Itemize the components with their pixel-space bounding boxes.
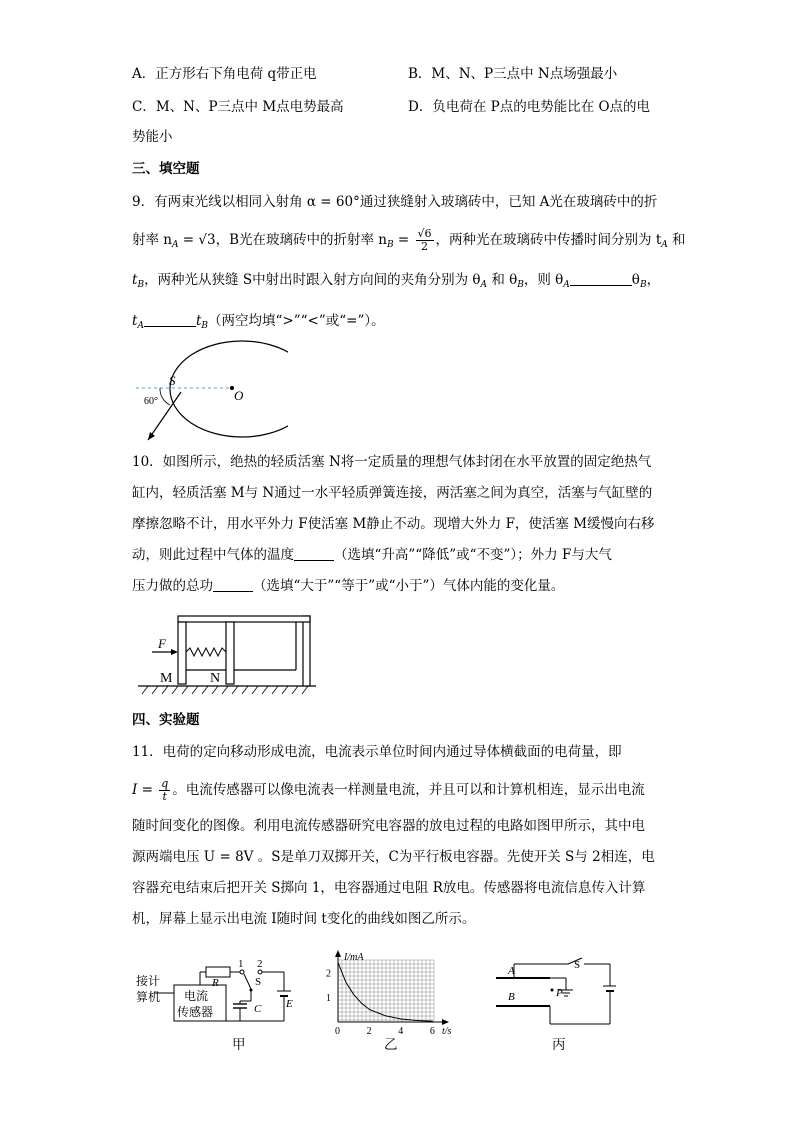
option-b: B．M、N、P三点中 N点场强最小 <box>408 66 618 82</box>
piston-m <box>178 622 186 684</box>
answer-blank-work[interactable] <box>213 577 253 592</box>
fraction-sqrt6-over-2: $\frac{√6}{2}$ <box>417 227 432 253</box>
label-r: R <box>212 977 219 989</box>
q9-line3: $t_B$，两种光从狭缝 S中射出时跟入射方向间的夹角分别为 $\theta_A$ 和 $\theta_B$，则 $\theta_A$ $\theta_B$， <box>132 272 661 290</box>
q9-figure <box>136 340 288 442</box>
answer-blank-temperature[interactable] <box>294 546 334 561</box>
label-computer-2: 算机 <box>136 990 161 1004</box>
y-axis-label: I/mA <box>344 952 364 963</box>
x-tick-label: 2 <box>366 1026 372 1037</box>
glass-circle <box>170 341 288 437</box>
q10-line4: 动，则此过程中气体的温度 （选填“升高”“降低”或“不变”）；外力 F与大气 <box>132 547 612 563</box>
q9-line1: 9．有两束光线以相同入射角 α = 60°通过狭缝射入玻璃砖中，已知 A光在玻璃砖中的折 <box>132 194 658 210</box>
x-axis-label: t/s <box>442 1026 452 1037</box>
label-n: N <box>210 671 221 686</box>
switch-s <box>244 974 251 989</box>
q11-line1: 11．电荷的定向移动形成电流，电流表示单位时间内通过导体横截面的电荷量，即 <box>132 744 622 760</box>
label-angle: 60° <box>144 396 158 407</box>
x-tick-label: 6 <box>429 1026 435 1037</box>
y-tick-label: 1 <box>326 993 331 1005</box>
q10-line3: 摩擦忽略不计，用水平外力 F使活塞 M静止不动。现增大外力 F，使活塞 M缓慢向右移 <box>132 516 655 532</box>
point-p <box>551 989 554 992</box>
q11-line6: 机，屏幕上显示出电流 I随时间 t变化的曲线如图乙所示。 <box>132 911 476 927</box>
x-tick-label: 4 <box>398 1026 404 1037</box>
q10-line2: 缸内，轻质活塞 M与 N通过一水平轻质弹簧连接，两活塞之间为真空，活塞与气缸壁的 <box>132 485 653 501</box>
answer-blank-theta[interactable] <box>570 271 632 286</box>
chart-grid <box>338 960 434 1022</box>
option-d: D．负电荷在 P点的电势能比在 O点的电 <box>408 99 651 115</box>
q11-line2: I = $\frac{q}{t}$ 。电流传感器可以像电流表一样测量电流，并且可以和计算机相连，显示出电流 <box>132 777 645 803</box>
piston-n <box>226 622 234 684</box>
q9-line4: $t_A$ $t_B$（两空均填“>”“<”或“=”）。 <box>132 313 385 331</box>
sensor-label-1: 电流 <box>184 989 209 1003</box>
label-terminal-2: 2 <box>257 958 263 970</box>
label-b: B <box>508 991 515 1003</box>
resistor-r <box>206 967 230 977</box>
label-s: S <box>574 959 581 971</box>
q10-line1: 10．如图所示，绝热的轻质活塞 N将一定质量的理想气体封闭在水平放置的固定绝热气 <box>132 454 652 470</box>
section-title-fill: 三、填空题 <box>132 161 200 177</box>
figure-yi-chart <box>320 948 460 1038</box>
label-c: C <box>254 1003 262 1015</box>
option-c: C．M、N、P三点中 M点电势最高 <box>132 99 344 115</box>
label-f: F <box>158 636 166 651</box>
label-terminal-1: 1 <box>238 958 244 970</box>
sensor-label-2: 传感器 <box>177 1005 214 1019</box>
q9-line2: 射率 $n_A = √3$，B光在玻璃砖中的折射率 $n_B$ = $\frac{√6}{2}$ ，两种光在玻璃砖中传播时间分别为 $t_A$ 和 <box>132 227 686 253</box>
option-d-cont: 势能小 <box>132 129 173 145</box>
y-tick-label: 2 <box>326 968 331 980</box>
figure-jia-circuit <box>134 955 304 1045</box>
label-m: M <box>160 671 173 686</box>
ground-hatching <box>142 686 308 694</box>
arrow-head <box>148 432 155 440</box>
q11-line4: 源两端电压 U = 8V 。S是单刀双掷开关，C为平行板电容器。先使开关 S与 2相连，电 <box>132 849 655 865</box>
answer-blank-time[interactable] <box>144 312 196 327</box>
label-switch: S <box>255 976 262 988</box>
figure-bing-capacitor <box>486 956 616 1028</box>
caption-jia: 甲 <box>232 1037 246 1053</box>
q11-line5: 容器充电结束后把开关 S掷向 1，电容器通过电阻 R放电。传感器将电流信息传入计算 <box>132 880 646 896</box>
label-computer-1: 接计 <box>136 974 161 988</box>
caption-yi: 乙 <box>384 1037 398 1053</box>
label-o: O <box>234 388 244 403</box>
q10-figure <box>138 612 318 696</box>
label-p: P <box>556 987 563 999</box>
q11-line3: 随时间变化的图像。利用电流传感器研究电容器的放电过程的电路如图甲所示，其中电 <box>132 818 645 834</box>
label-s: S <box>169 373 176 388</box>
angle-arc <box>160 388 170 405</box>
spring <box>186 648 226 656</box>
fraction-q-over-t: $\frac{q}{t}$ <box>161 777 169 803</box>
section-title-experiment: 四、实验题 <box>132 712 200 728</box>
label-e: E <box>286 998 293 1010</box>
cylinder-top-wall <box>178 616 310 622</box>
label-a: A <box>508 965 515 977</box>
cylinder-right-wall <box>303 616 310 686</box>
q10-line5: 压力做的总功 （选填“大于”“等于”或“小于”）气体内能的变化量。 <box>132 578 565 594</box>
caption-bing: 丙 <box>552 1037 566 1053</box>
x-tick-label: 0 <box>335 1026 340 1037</box>
option-a: A．正方形右下角电荷 q带正电 <box>132 66 317 82</box>
